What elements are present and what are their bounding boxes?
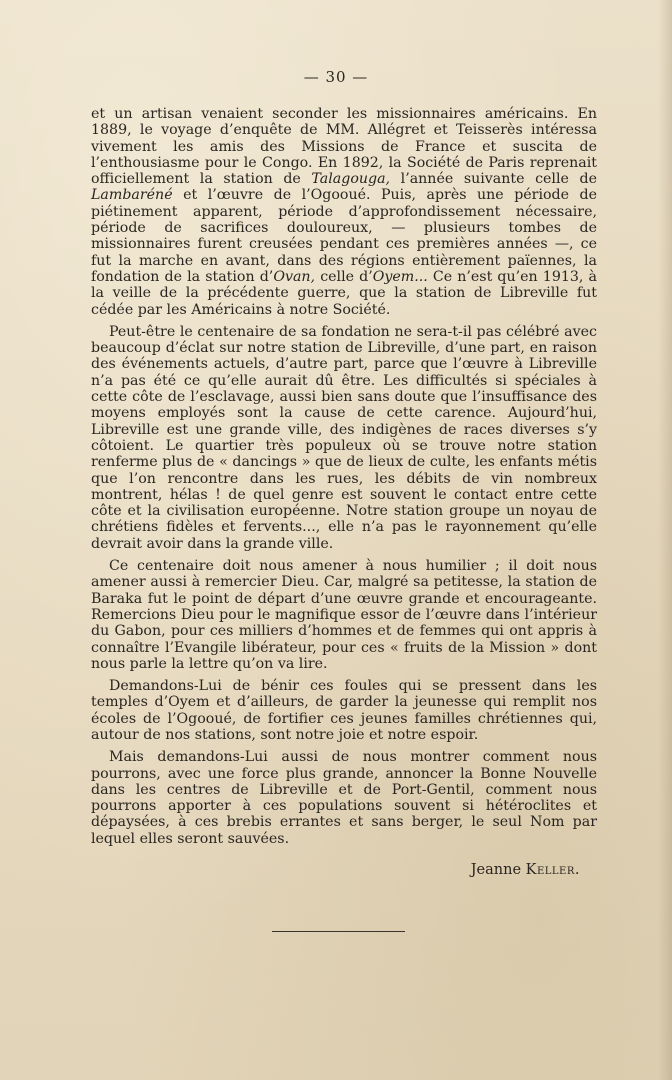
end-rule: [272, 931, 405, 932]
page-edge-shadow: [658, 0, 672, 1080]
author-first-name: Jeanne: [470, 862, 522, 878]
italic-place-name: Ovan,: [273, 268, 316, 285]
italic-place-name: Lambaréné: [91, 187, 173, 204]
page-number: — 30 —: [303, 68, 369, 86]
paragraph-3: Ce centenaire doit nous amener à nous humilier ; il doit nous amener aussi à remercier Dieu. Car, malgré sa petitesse, la station de Baraka fut le point de départ d’une œuvre grande et encourageante. Remercions Dieu pour le magnifique essor de l’œuvre dans l’intérieur du Gabon, pour ces milliers d’hommes et de femmes qui ont appris à connaître l’Evangile libérateur, pour ces « fruits de la Mission » dont nous parle la lettre qu’on va lire.: [91, 558, 597, 672]
author-last-name: Keller.: [525, 862, 580, 878]
paragraph-2: Peut-être le centenaire de sa fondation ne sera-t-il pas célébré avec beaucoup d’éclat sur notre station de Libreville, d’une part, en raison des événements actuels, d’autre part, parce que l’œuvre à Libreville n’a pas été ce qu’elle aurait dû être. Les difficultés si spéciales à cette côte de l’esclavage, aussi bien sans doute que l’insuffisance des moyens employés sont la cause de cette carence. Aujourd’hui, Libreville est une grande ville, des indigènes de races diverses s’y côtoient. Le quartier très populeux où se trouve notre station renferme plus de « dancings » que de lieux de culte, les enfants métis que l’on rencontre dans les rues, les débits de vin nombreux montrent, hélas ! de quel genre est souvent le contact entre cette côte et la civilisation européenne. Notre station groupe un noyau de chrétiens fidèles et fervents..., elle n’a pas le rayonnement qu’elle devrait avoir dans la grande ville.: [91, 323, 597, 552]
paragraph-4: Demandons-Lui de bénir ces foules qui se pressent dans les temples d’Oyem et d’ailleurs, de garder la jeunesse qui remplit nos écoles de l’Ogooué, de fortifier ces jeunes familles chrétiennes qui, autour de nos stations, sont notre joie et notre espoir.: [91, 678, 597, 743]
author-signature: [0, 862, 580, 878]
italic-place-name: Oyem...: [372, 268, 428, 285]
paragraph-1: et un artisan venaient seconder les missionnaires américains. En 1889, le voyage d’enquête de MM. Allégret et Teisserès intéressa vivement les amis des Missions de France et suscita de l’enthousiasme pour le Congo. En 1892, la Société de Paris reprenait officiellement la station de Talagouga, l’année suivante celle de Lambaréné et l’œuvre de l’Ogooué. Puis, après une période de piétinement apparent, période d’approfondissement nécessaire, période de sacrifices douloureux, — plusieurs tombes de missionnaires furent creusées pendant ces premières années —, ce fut la marche en avant, dans des régions entièrement païennes, la fondation de la station d’Ovan, celle d’Oyem... Ce n’est qu’en 1913, à la veille de la précédente guerre, que la station de Libreville fut cédée par les Américains à notre Société.: [91, 106, 597, 318]
italic-place-name: Talagouga,: [311, 171, 391, 188]
article-body: [91, 106, 597, 853]
paragraph-5: Mais demandons-Lui aussi de nous montrer comment nous pourrons, avec une force plus grande, annoncer la Bonne Nouvelle dans les centres de Libreville et de Port-Gentil, comment nous pourrons apporter à ces populations souvent si hétéroclites et dépaysées, à ces brebis errantes et sans berger, le seul Nom par lequel elles seront sauvées.: [91, 749, 597, 847]
